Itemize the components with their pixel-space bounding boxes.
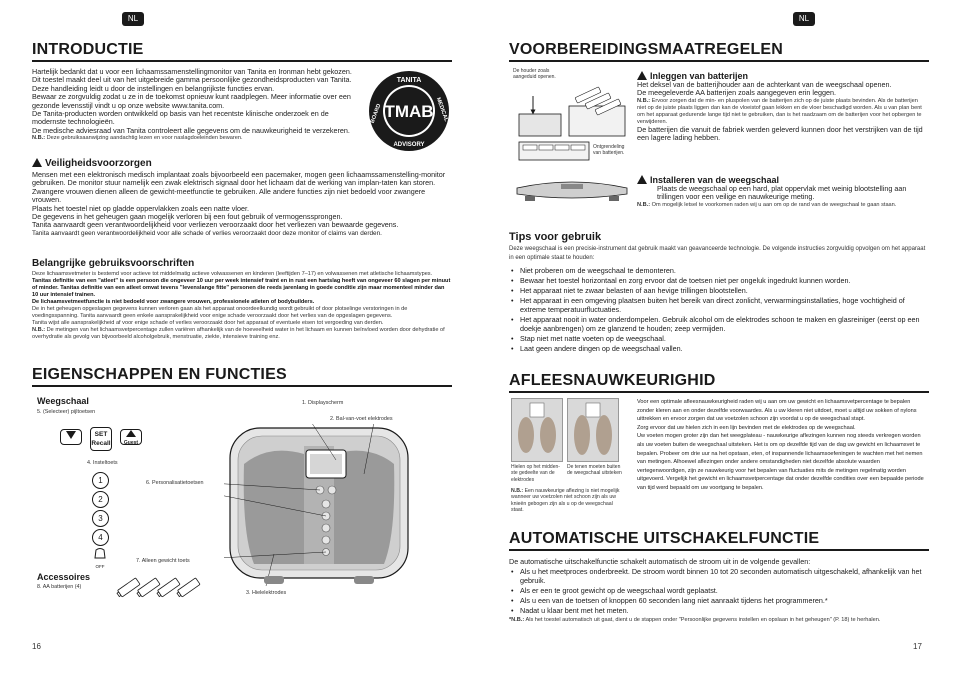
weegschaal-label: Weegschaal	[37, 396, 89, 406]
label-hiel: 3. Hielelektrodes	[246, 590, 287, 596]
feet-toes-image	[567, 398, 619, 462]
personal-key-2[interactable]: 2	[92, 491, 109, 508]
list-item: • Nadat u klaar bent met het meten.	[509, 607, 929, 616]
personal-key-4[interactable]: 4	[92, 529, 109, 546]
batterijen-section: Inleggen van batterijen Het deksel van de batterijhouder aan de achterkant van de weegschaal openen. De meegeleverde AA batterijen zoals aangegeven erin leggen. N.B.: Ervoor zorgen dat de min- en pluspolen van de batterijen zich op de juiste plaats bevinden. Als de batterijen niet op de juiste plaats liggen dan kan de vloeistof gaan lekken en de vloer beschadigd worden. Als u van plan bent om het apparaat gedurende lange tijd niet te gebruiken, dan is het raadzaam om de batterijen voor het opbergen te verwijderen. De batterijen die vanuit de fabriek werden geleverd kunnen door het verstrijken van de tijd een lagere lading hebben.	[637, 71, 923, 143]
right-arrow-button[interactable]: Guest	[120, 429, 142, 445]
label-insteltoets: 4. Insteltoets	[87, 460, 118, 466]
label-electrodes: 2. Bal-van-voet elektrodes	[330, 416, 393, 422]
feet-heel-image	[511, 398, 563, 462]
veiligheid-title: Veiligheidsvoorzorgen	[45, 158, 152, 169]
left-arrow-button[interactable]	[60, 429, 82, 445]
weight-only-button[interactable]: OFF	[93, 546, 107, 569]
voorbereiding-title: VOORBEREIDINGSMAATREGELEN	[509, 41, 929, 62]
list-item: • Laat geen andere dingen op de weegschaal vallen.	[509, 345, 929, 354]
list-item: • Als u het meetproces onderbreekt. De stroom wordt binnen 10 tot 20 seconden automatisch uitgeschakeld, afhankelijk van het gebruik.	[509, 568, 929, 585]
tips-list	[509, 267, 929, 353]
svg-text:BOARD: BOARD	[369, 103, 383, 125]
tmab-logo	[368, 70, 450, 152]
list-item: • Het apparaat in een omgeving plaatsen buiten het bereik van direct zonlicht, verwarmingsinstallaties, hoge vochtigheid of extreme temperatuurfluctuaties.	[509, 297, 929, 314]
automatische-section: De automatische uitschakelfunctie schakelt automatisch de stroom uit in de volgende gevallen: • Als u het meetproces onderbreekt. De stroom wordt binnen 10 tot 20 seconden automatisch uitgeschakeld, afhankelijk van het gebruik. • Als er een te groot gewicht op de weegschaal wordt geplaatst. • Als u een van de toetsen of knoppen 60 seconden lang niet aanraakt tijdens het programmeren.* • Nadat u klaar bent met het meten. *N.B.: Als het toestel automatisch uit gaat, dient u de stappen onder "Persoonlijke gegevens instellen en opslaan in het geheugen" (P. 18) te herhalen.	[509, 558, 929, 624]
automatische-title: AUTOMATISCHE UITSCHAKELFUNCTIE	[509, 530, 929, 551]
belangrijk-section: Belangrijke gebruiksvoorschriften Deze lichaamsvetmeter is bestemd voor actieve tot middelmatig actieve volwassenen en kinderen (leeftijden 7–17) en volwassenen met atletische lichaamstypes. Tanitas definitie van een "atleet" is een persoon die ongeveer 10 uur per week intensief traint en in rust een hartslag heeft van ongeveer 60 slagen per minuut of minder. Tanitas definitie van een atleet omvat tevens "levenslange fitte" personen die reeds jarenlang in goede conditie zijn maar momenteel minder dan 10 uur intensief trainen. De lichaamsvetmeetfunctie is niet bedoeld voor zwangere vrouwen, professionele atleten of bodybuilders. De in het geheugen opgeslagen gegevens kunnen verloren gaan als het apparaat onoordeelkundig wordt gebruikt of door plotselinge verstoringen in de voedingsspanning. Tanita aanvaardt geen enkele aansprakelijkheid voor enige schade veroorzaakt door het verlies van de opgeslagen gegevens. Tanita wijst alle aansprakelijkheid af voor enige schade of verlies veroorzaakt door het apparaat of eventuele eisen tot vergoeding van derden. N.B.: De metingen van het lichaamsvetpercentage zullen variëren afhankelijk van de hoeveelheid water in het lichaam en kunnen beïnvloed worden door dehydratie of overhydratie als gevolg van bijvoorbeeld alcoholgebruik, menstruatie, ziekte, intensieve training enz.	[32, 258, 451, 340]
language-badge: NL	[122, 12, 144, 26]
label-personal: 6. Personalisatietoetsen	[146, 480, 204, 486]
right-page: NL VOORBEREIDINGSMAATREGELEN De houder zoals aangeduid openen. Ontgrendeling van batterijen. Inleggen van batterijen Het deksel van de batterijhouder aan de achterkant van de weegschaal openen. De meegeleverde AA batterijen zoals aangegeven erin leggen. N.B.: Ervoor zorgen dat de min- en pluspolen van de batterijen zich op de juiste plaats bevinden. Als de batterijen niet op de juiste plaats liggen dan kan de vloeistof gaan lekken en de vloer beschadigd worden. Als u van plan bent om het apparaat gedurende lange tijd niet te gebruiken, dan is het raadzaam om de batterijen voor het opbergen te verwijderen. De batterijen die vanuit de fabriek werden geleverd kunnen door het verstrijken van de tijd een lagere lading hebben. Installeren van de weegschaal Plaats de weegschaal op een hard, plat oppervlak met weinig blootstelling aan trillingen voor een veilige en nauwkeurige meting. N.B.: Om mogelijk letsel te voorkomen raden wij u aan om op de rand van de weegschaal te gaan staan. Tips voor gebruik Deze weegschaal is een precisie-instrument dat gebruik maakt van geavanceerde technologie. De volgende instructies zorgvuldig opvolgen om het apparaat in een optimale staat te houden: • Niet proberen om de weegschaal te demonteren. • Bewaar het toestel horizontaal en zorg ervoor dat de toetsen niet per ongeluk ingedrukt kunnen worden. • Het apparaat niet te zwaar belasten of aan hevige trillingen blootstellen. • Het apparaat in een omgeving plaatsen buiten het bereik van direct zonlicht, verwarmingsinstallaties, hoge vochtigheid of extreme temperatuurfluctuaties. • Het apparaat nooit in water onderdompelen. Gebruik alcohol om de elektrodes schoon te maken en glasreiniger (eerst op een doekje aanbrengen) om ze glanzend te houden; zeep vermijden. • Stap niet met natte voeten op de weegschaal. • Laat geen andere dingen op de weegschaal vallen. AFLEESNAUWKEURIGHID Hielen op het midden-ste gedeelte van de elektrodes De tenen moeten buiten de weegschaal uitsteken N.B.: Een nauwkeurige aflezing is niet mogelijk wanneer uw voetzolen niet schoon zijn als uw knieën gebogen zijn als u op de weegschaal staat. Voor een optimale afleesnauwkeurigheid raden wij u aan om uw gewicht en lichaamsvetpercentage te bepalen zonder kleren aan en onder dezelfde voorwaardes. Als u uw kleren niet uitdoet, moet u altijd uw sokken of nylons uittrekken en ervoor zorgen dat uw voetzolen schoon zijn voordat u op de weegschaal stapt. Zorg ervoor dat uw hielen zich in een lijn bevinden met de elektrodes op de weegschaal. Uw voeten mogen groter zijn dan het weegplateau - nauwkeurige aflezingen kunnen nog steeds verkregen worden als uw voeten buiten de weegschaal uitsteken. Het is om op dezelfde tijd van de dag uw gewicht en lichaamsvet te bepalen. Probeer om drie uur na het opstaan, eten, of inspannende lichaamsoefeningen te wachten met het nemen van metingen. Alhoewel aflezingen onder andere omstandigheden niet dezelfde absolute waarden vertegenwoordigen, zijn ze nauwkeurig voor het bepalen van fluctuaties mits de metingen regelmatig worden uitgevoerd. Vergelijk het gewicht en lichaamsvetpercentage dat onder dezelfde condities over een bepaalde periode van tijd werd bepaald om uw voortgang te bepalen. AUTOMATISCHE UITSCHAKELFUNCTIE De automatische uitschakelfunctie schakelt automatisch de stroom uit in de volgende gevallen: • Als u het meetproces onderbreekt. De stroom wordt binnen 10 tot 20 seconden automatisch uitgeschakeld, afhankelijk van het gebruik. • Als er een te groot gewicht op de weegschaal wordt geplaatst. • Als u een van de toetsen of knoppen 60 seconden lang niet aanraakt tijdens het programmeren.* • Nadat u klaar bent met het meten. *N.B.: Als het toestel automatisch uit gaat, dient u de stappen onder "Persoonlijke gegevens instellen en opslaan in het geheugen" (P. 18) te herhalen. 17	[477, 0, 954, 677]
list-item: • Als er een te groot gewicht op de weegschaal wordt geplaatst.	[509, 587, 929, 596]
warning-icon	[637, 71, 647, 80]
list-item: • Niet proberen om de weegschaal te demonteren.	[509, 267, 929, 276]
warning-icon	[32, 158, 42, 167]
belangrijk-title: Belangrijke gebruiksvoorschriften	[32, 258, 195, 269]
svg-text:TANITA: TANITA	[396, 77, 422, 84]
list-item: • Als u een van de toetsen of knoppen 60 seconden lang niet aanraakt tijdens het programmeren.*	[509, 597, 929, 606]
aflees-body: Voor een optimale afleesnauwkeurigheid raden wij u aan om uw gewicht en lichaamsvetpercentage te bepalen zonder kleren aan en onder dezelfde voorwaardes. Als u uw kleren niet uitdoet, moet u altijd uw sokken of nylons uittrekken en ervoor zorgen dat uw voetzolen schoon zijn voordat u op de weegschaal stapt. Zorg ervoor dat uw hielen zich in een lijn bevinden met de elektrodes op de weegschaal. Uw voeten mogen groter zijn dan het weegplateau - nauwkeurige aflezingen kunnen nog steeds verkregen worden als uw voeten buiten de weegschaal uitsteken. Het is om op dezelfde tijd van de dag uw gewicht en lichaamsvet te bepalen. Probeer om drie uur na het opstaan, eten, of inspannende lichaamsoefeningen te wachten met het nemen van metingen. Alhoewel aflezingen onder andere omstandigheden niet dezelfde absolute waarden vertegenwoordigen, zijn ze nauwkeurig voor het bepalen van fluctuaties mits de metingen regelmatig worden uitgevoerd. Vergelijk het gewicht en lichaamsvetpercentage dat onder dezelfde condities over een bepaalde periode van tijd werd bepaald om uw voortgang te bepalen.	[637, 399, 924, 491]
weegschaal-diagram	[32, 394, 452, 634]
installeren-section: Installeren van de weegschaal Plaats de weegschaal op een hard, plat oppervlak met weinig blootstelling aan trillingen voor een veilige en nauwkeurige meting. N.B.: Om mogelijk letsel te voorkomen raden wij u aan om op de rand van de weegschaal te gaan staan.	[637, 175, 907, 208]
list-item: • Het apparaat niet te zwaar belasten of aan hevige trillingen blootstellen.	[509, 287, 929, 296]
scale-side-image	[513, 172, 631, 211]
svg-text:ADVISORY: ADVISORY	[393, 142, 425, 148]
introductie-body: Hartelijk bedankt dat u voor een lichaamssamenstellingmonitor van Tanita en Ironman hebt gekozen. Dit toestel maakt deel uit van het uitgebreide gamma persoonlijke gezondheidsproducten van Tanita. Deze handleiding leidt u door de instellingen en belangrijkste functies ervan. Bewaar ze zorgvuldig zodat u ze in de toekomst opnieuw kunt raadplegen. Meer informatie over een gezonde levensstijl vindt u op onze website www.tanita.com. De Tanita-producten worden ontwikkeld op basis van het recentste klinische onderzoek en de modernste technologieën. De medische adviesraad van Tanita controleert alle gegevens om de nauwkeurigheid te verzekeren. N.B.: Deze gebruiksaanwijzing aandachtig lezen en voor naslagdoeleinden bewaren.	[32, 67, 352, 142]
automatische-list	[509, 568, 929, 615]
scale-image	[224, 424, 414, 591]
personal-key-1[interactable]: 1	[92, 472, 109, 489]
batteries-image	[116, 570, 208, 605]
eigenschappen-title: EIGENSCHAPPEN EN FUNCTIES	[32, 366, 452, 387]
label-alleen: 7. Alleen gewicht toets	[136, 558, 190, 564]
page-number-right: 17	[913, 642, 922, 651]
list-item: • Het apparaat nooit in water onderdompelen. Gebruik alcohol om de elektrodes schoon te maken en glasreiniger (eerst op een doekje aanbrengen) om ze glanzend te houden; zeep vermijden.	[509, 316, 929, 333]
accessoire-item: 8. AA batterijen (4)	[37, 584, 82, 590]
page-number-left: 16	[32, 642, 41, 651]
battery-figure: De houder zoals aangeduid openen. Ontgrendeling van batterijen.	[513, 68, 631, 163]
introductie-title: INTRODUCTIE	[32, 41, 452, 62]
list-item: • Bewaar het toestel horizontaal en zorg ervoor dat de toetsen niet per ongeluk ingedrukt kunnen worden.	[509, 277, 929, 286]
tips-title: Tips voor gebruik	[509, 231, 602, 243]
svg-text:MEDICAL: MEDICAL	[434, 96, 450, 123]
set-recall-button[interactable]: SET Recall	[90, 427, 112, 451]
svg-text:TMAB: TMAB	[384, 102, 434, 121]
accessoires-label: Accessoires	[37, 572, 91, 582]
aflees-title: AFLEESNAUWKEURIGHID	[509, 372, 929, 393]
label-select: 5. (Selecteer) pijltoetsen	[37, 409, 96, 415]
veiligheid-section: Veiligheidsvoorzorgen Mensen met een elektronisch medisch implantaat zoals bijvoorbeeld een pacemaker, mogen geen lichaamssamenstelling-monitor gebruiken. De monitor stuur namelijk een zwak elektrisch signaal door het lichaam dat de werking van implan-taten kan storen. Zwangere vrouwen dienen alleen de gewicht-meetfunctie te gebruiken. Alle andere functies zijn niet bedoeld voor zwangere vrouwen. Plaats het toestel niet op gladde oppervlakken zoals een natte vloer. De gegevens in het geheugen gaan mogelijk verloren bij een fout gebruik of vermogenssprongen. Tanita aanvaardt geen verantwoordelijkheid voor verliezen veroorzaakt door het verliezen van bewaarde gegevens. Tanita aanvaardt geen verantwoordelijkheid voor alle schade of verlies veroorzaakt door deze monitor of claims van derden.	[32, 158, 446, 237]
list-item: • Stap niet met natte voeten op de weegschaal.	[509, 335, 929, 344]
personal-key-3[interactable]: 3	[92, 510, 109, 527]
warning-icon	[637, 175, 647, 184]
tips-section: Tips voor gebruik Deze weegschaal is een precisie-instrument dat gebruik maakt van geavanceerde technologie. De volgende instructies zorgvuldig opvolgen om het apparaat in een optimale staat te houden: • Niet proberen om de weegschaal te demonteren. • Bewaar het toestel horizontaal en zorg ervoor dat de toetsen niet per ongeluk ingedrukt kunnen worden. • Het apparaat niet te zwaar belasten of aan hevige trillingen blootstellen. • Het apparaat in een omgeving plaatsen buiten het bereik van direct zonlicht, verwarmingsinstallaties, hoge vochtigheid of extreme temperatuurfluctuaties. • Het apparaat nooit in water onderdompelen. Gebruik alcohol om de elektrodes schoon te maken en glasreiniger (eerst op een doekje aanbrengen) om ze glanzend te houden; zeep vermijden. • Stap niet met natte voeten op de weegschaal. • Laat geen andere dingen op de weegschaal vallen.	[509, 228, 929, 355]
language-badge: NL	[793, 12, 815, 26]
label-display: 1. Displayscherm	[302, 400, 344, 406]
